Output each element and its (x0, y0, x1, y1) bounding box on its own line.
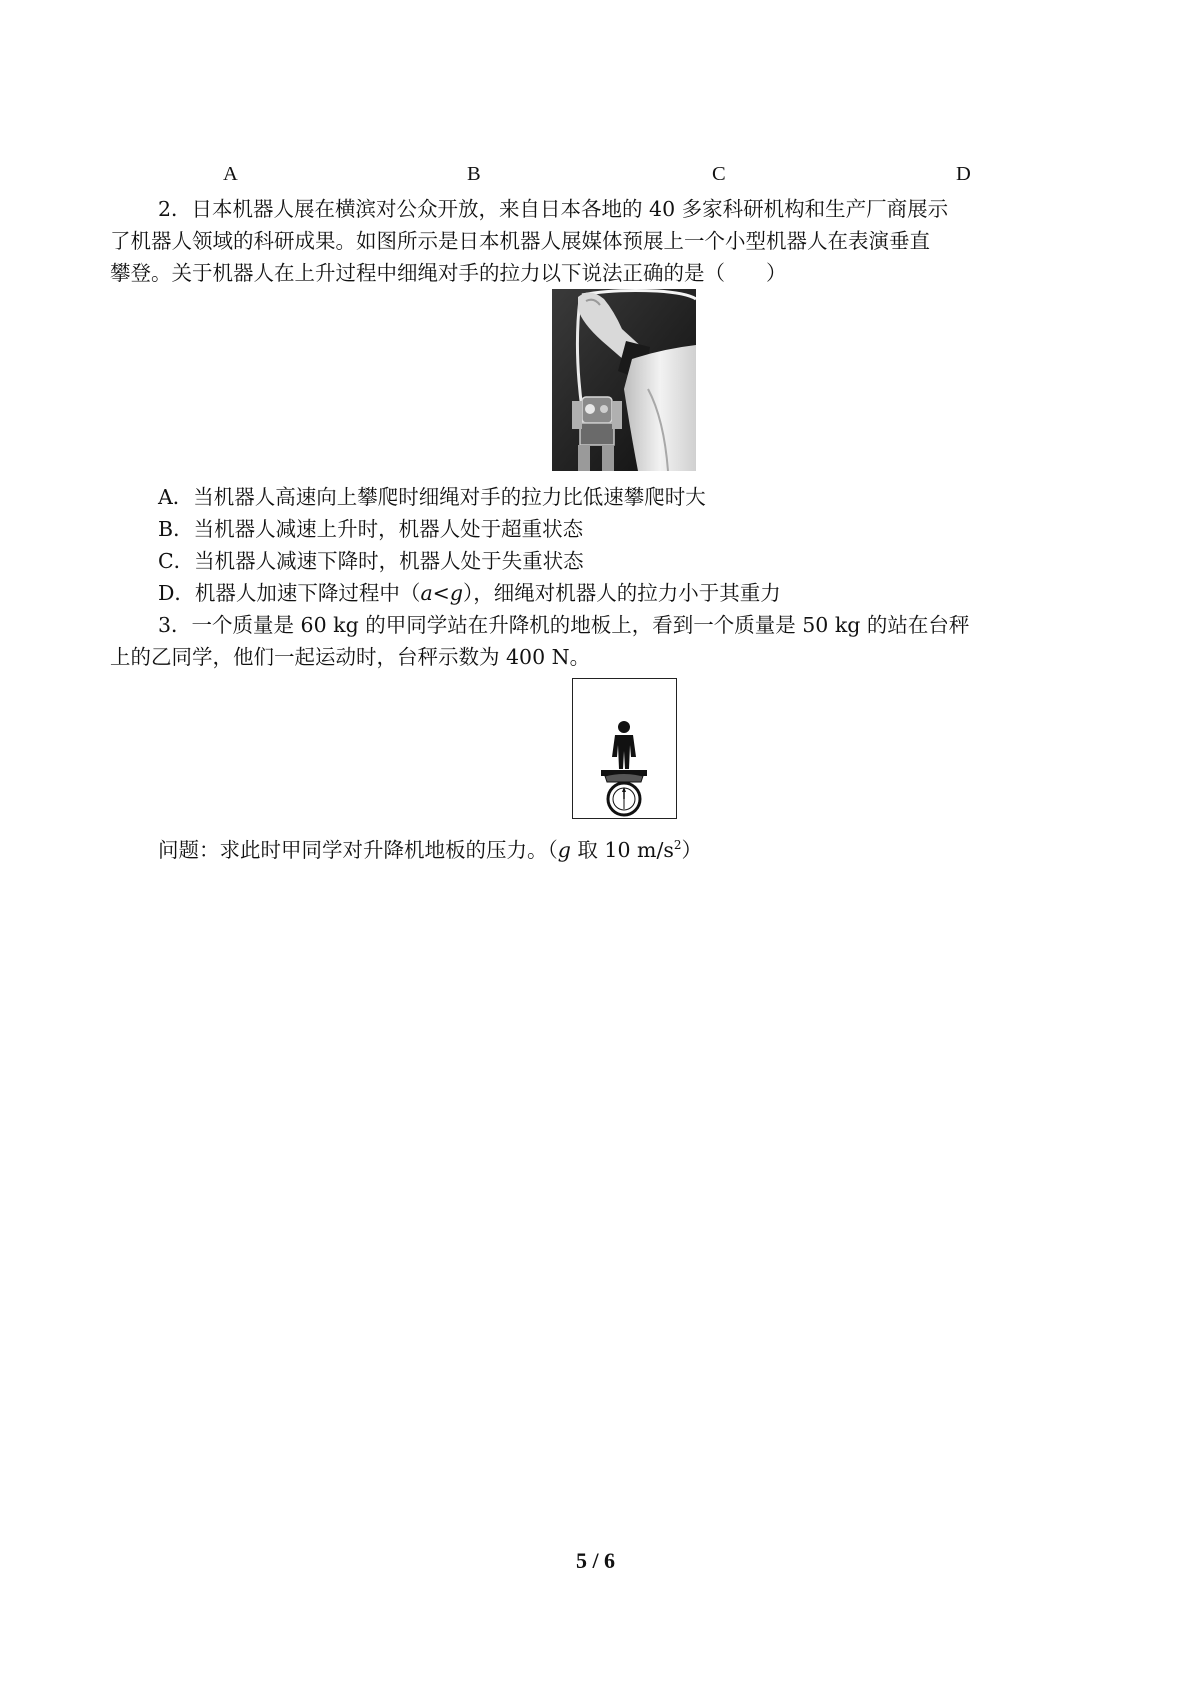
q2-stem-line-2: 了机器人领域的科研成果。如图所示是日本机器人展媒体预展上一个小型机器人在表演垂直 (110, 229, 930, 253)
q2-stem-line-3: 攀登。关于机器人在上升过程中细绳对手的拉力以下说法正确的是（ ） (110, 261, 787, 285)
q3-question-prefix: 问题：求此时甲同学对升降机地板的压力。（ (158, 837, 558, 862)
elevator-scale-figure (572, 678, 677, 819)
q2-option-d-suffix: ），细绳对机器人的拉力小于其重力 (462, 581, 781, 605)
superscript-2: 2 (673, 838, 682, 852)
variable-g: g (449, 581, 463, 605)
page-number: 5 / 6 (575, 1548, 616, 1573)
q1-option-labels (0, 163, 1191, 191)
q3-question (158, 830, 702, 865)
q3-stem-line-2: 上的乙同学，他们一起运动时，台秤示数为 400 N。 (110, 645, 591, 669)
q2-option-d (158, 578, 781, 608)
q1-option-b: B (467, 163, 481, 185)
q3-question-suffix: ） (681, 837, 703, 862)
robot-climbing-photo (552, 289, 696, 471)
less-than-sign: < (432, 581, 450, 605)
q2-option-a: A．当机器人高速向上攀爬时细绳对手的拉力比低速攀爬时大 (158, 485, 706, 509)
q2-option-b: B．当机器人减速上升时，机器人处于超重状态 (158, 517, 584, 541)
q1-option-c: C (712, 163, 726, 185)
variable-a: a (420, 581, 433, 605)
q1-option-d: D (956, 163, 971, 185)
q3-question-mid: 取 10 m/s (570, 837, 674, 862)
q2-stem-line-1: 2．日本机器人展在横滨对公众开放，来自日本各地的 40 多家科研机构和生产厂商展示 (158, 197, 949, 221)
robot-climbing-illustration (552, 289, 696, 471)
q3-stem-line-1: 3．一个质量是 60 kg 的甲同学站在升降机的地板上，看到一个质量是 50 kg 的站在台秤 (158, 613, 970, 637)
q2-option-d-prefix: D．机器人加速下降过程中（ (158, 581, 421, 605)
q2-option-c: C．当机器人减速下降时，机器人处于失重状态 (158, 549, 584, 573)
person-on-scale-icon (573, 679, 676, 818)
variable-g: g (557, 837, 571, 862)
q1-option-a: A (223, 163, 238, 185)
